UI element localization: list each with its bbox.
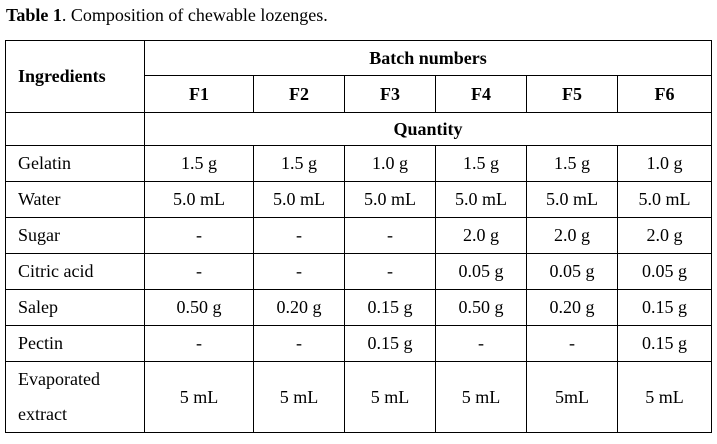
table-cell: - (527, 326, 618, 362)
table-cell: 5.0 mL (345, 182, 436, 218)
batch-header-f5: F5 (527, 76, 618, 113)
table-cell: - (254, 218, 345, 254)
ingredient-evaporated-extract (6, 362, 145, 433)
table-cell: 5.0 mL (436, 182, 527, 218)
table-cell: 1.5 g (436, 146, 527, 182)
batch-header-f6: F6 (618, 76, 712, 113)
table-cell: - (345, 254, 436, 290)
table-row (6, 218, 712, 254)
table-cell: 5mL (527, 362, 618, 433)
table-cell: 1.5 g (254, 146, 345, 182)
table-cell: 5.0 mL (145, 182, 254, 218)
table-cell: - (145, 254, 254, 290)
batch-header-f1: F1 (145, 76, 254, 113)
ingredient-salep: Salep (6, 290, 145, 326)
table-cell: 5 mL (254, 362, 345, 433)
ingredient-line: extract (18, 404, 67, 424)
table-cell: 2.0 g (436, 218, 527, 254)
ingredient-line: Evaporated (18, 369, 100, 389)
table-row (6, 182, 712, 218)
table-caption (6, 4, 328, 26)
table-cell: - (145, 218, 254, 254)
table-cell: 0.50 g (436, 290, 527, 326)
table-cell: 2.0 g (618, 218, 712, 254)
ingredient-sugar: Sugar (6, 218, 145, 254)
table-row (6, 254, 712, 290)
ingredient-citric-acid: Citric acid (6, 254, 145, 290)
table-row (6, 146, 712, 182)
batch-header-f3: F3 (345, 76, 436, 113)
table-cell: 1.0 g (618, 146, 712, 182)
table-cell: 5 mL (345, 362, 436, 433)
table-cell: 5 mL (436, 362, 527, 433)
table-cell: - (254, 254, 345, 290)
composition-table (5, 40, 712, 433)
table-cell: 0.05 g (527, 254, 618, 290)
table-cell: 0.15 g (618, 326, 712, 362)
table-caption-label: Table 1 (6, 5, 62, 25)
table-row (6, 326, 712, 362)
quantity-header: Quantity (145, 113, 712, 146)
table-cell: 5 mL (618, 362, 712, 433)
table-cell: 1.5 g (527, 146, 618, 182)
ingredient-water: Water (6, 182, 145, 218)
table-cell: 0.20 g (527, 290, 618, 326)
table-cell: 0.15 g (345, 326, 436, 362)
batch-numbers-header: Batch numbers (145, 41, 712, 76)
table-cell: - (436, 326, 527, 362)
table-row (6, 290, 712, 326)
table-cell: - (145, 326, 254, 362)
table-cell: 0.05 g (436, 254, 527, 290)
table-cell: 0.15 g (345, 290, 436, 326)
header-row-quantity (6, 113, 712, 146)
table-cell: 0.50 g (145, 290, 254, 326)
table-cell: 1.0 g (345, 146, 436, 182)
table-cell: 5.0 mL (254, 182, 345, 218)
table-cell: 0.15 g (618, 290, 712, 326)
ingredients-header: Ingredients (6, 41, 145, 113)
quantity-row-spacer (6, 113, 145, 146)
table-cell: 1.5 g (145, 146, 254, 182)
ingredient-pectin: Pectin (6, 326, 145, 362)
table-row (6, 362, 712, 433)
table-caption-text: . Composition of chewable lozenges. (61, 5, 328, 25)
table-cell: 0.05 g (618, 254, 712, 290)
batch-header-f2: F2 (254, 76, 345, 113)
table-cell: 5.0 mL (618, 182, 712, 218)
table-cell: 0.20 g (254, 290, 345, 326)
header-row-batch (6, 41, 712, 76)
table-cell: 5 mL (145, 362, 254, 433)
table-cell: 2.0 g (527, 218, 618, 254)
table-cell: - (345, 218, 436, 254)
batch-header-f4: F4 (436, 76, 527, 113)
table-cell: 5.0 mL (527, 182, 618, 218)
ingredient-gelatin: Gelatin (6, 146, 145, 182)
table-cell: - (254, 326, 345, 362)
